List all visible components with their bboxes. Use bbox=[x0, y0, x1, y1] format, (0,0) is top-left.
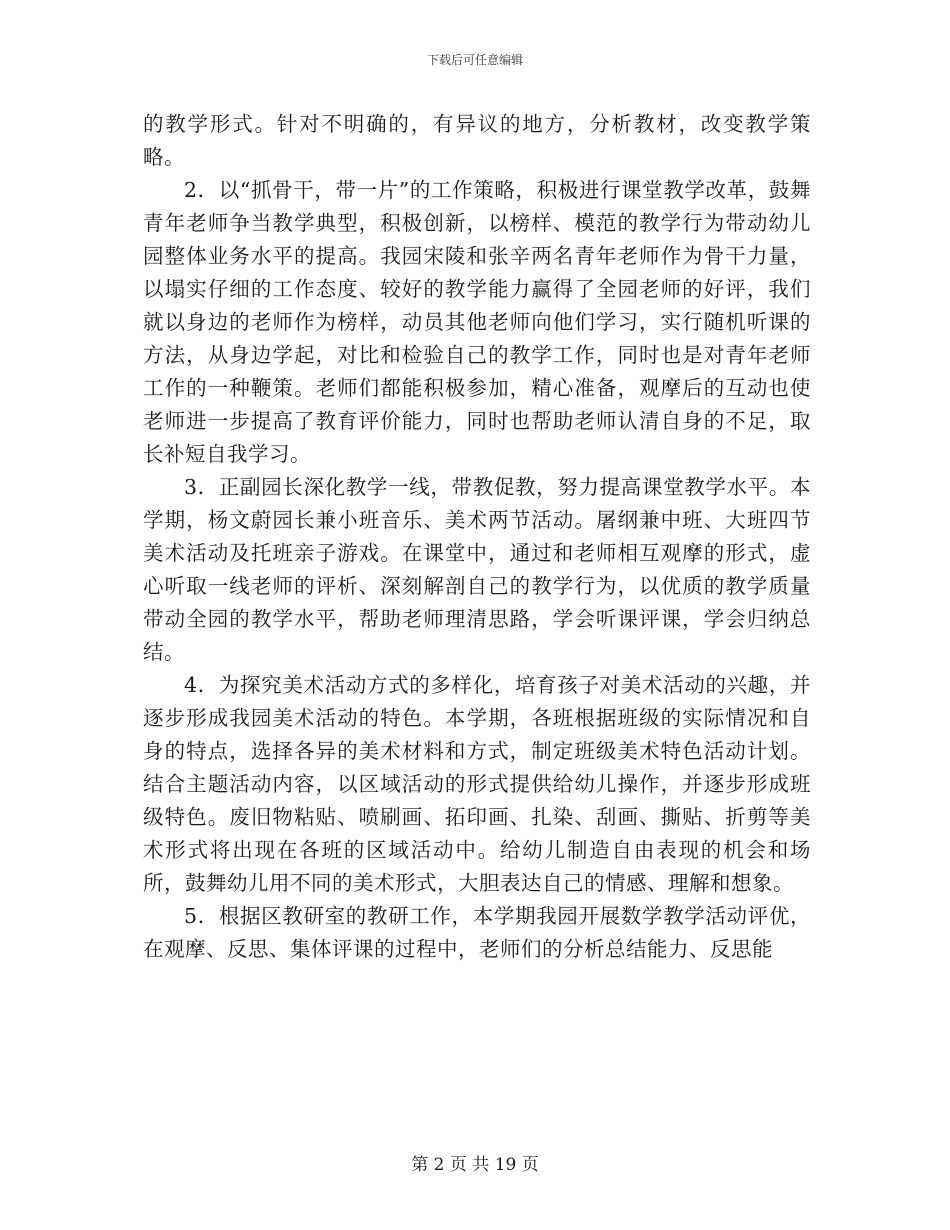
paragraph-item-5: 5．根据区教研室的教研工作，本学期我园开展数学教学活动评优，在观摩、反思、集体评课的过程中，老师们的分析总结能力、反思能 bbox=[143, 904, 811, 961]
paragraph-continuation: 的教学形式。针对不明确的，有异议的地方，分析教材，改变教学策略。 bbox=[143, 112, 811, 169]
paragraph-item-2: 2．以“抓骨干，带一片”的工作策略，积极进行课堂教学改革，鼓舞青年老师争当教学典型，积极创新，以榜样、模范的教学行为带动幼儿园整体业务水平的提高。我园宋陵和张辛两名青年老师作为骨干力量，以塌实仔细的工作态度、较好的教学能力赢得了全园老师的好评，我们就以身边的老师作为榜样，动员其他老师向他们学习，实行随机听课的方法，从身边学起，对比和检验自己的教学工作，同时也是对青年老师工作的一种鞭策。老师们都能积极参加，精心准备，观摩后的互动也使老师进一步提高了教育评价能力，同时也帮助老师认清自身的不足，取长补短自我学习。 bbox=[143, 178, 811, 466]
paragraph-item-3: 3．正副园长深化教学一线，带教促教，努力提高课堂教学水平。本学期，杨文蔚园长兼小班音乐、美术两节活动。屠纲兼中班、大班四节美术活动及托班亲子游戏。在课堂中，通过和老师相互观摩的形式，虚心听取一线老师的评析、深刻解剖自己的教学行为，以优质的教学质量带动全园的教学水平，帮助老师理清思路，学会听课评课，学会归纳总结。 bbox=[143, 475, 811, 664]
document-body bbox=[143, 108, 811, 966]
page-header: 下载后可任意编辑 bbox=[426, 53, 523, 67]
paragraph-item-4: 4．为探究美术活动方式的多样化，培育孩子对美术活动的兴趣，并逐步形成我园美术活动的特色。本学期，各班根据班级的实际情况和自身的特点，选择各异的美术材料和方式，制定班级美术特色活动计划。结合主题活动内容，以区域活动的形式提供给幼儿操作，并逐步形成班级特色。废旧物粘贴、喷刷画、拓印画、扎染、刮画、撕贴、折剪等美术形式将出现在各班的区域活动中。给幼儿制造自由表现的机会和场所，鼓舞幼儿用不同的美术形式，大胆表达自己的情感、理解和想象。 bbox=[143, 673, 811, 895]
page-footer: 第 2 页 共 19 页 bbox=[411, 1155, 539, 1175]
